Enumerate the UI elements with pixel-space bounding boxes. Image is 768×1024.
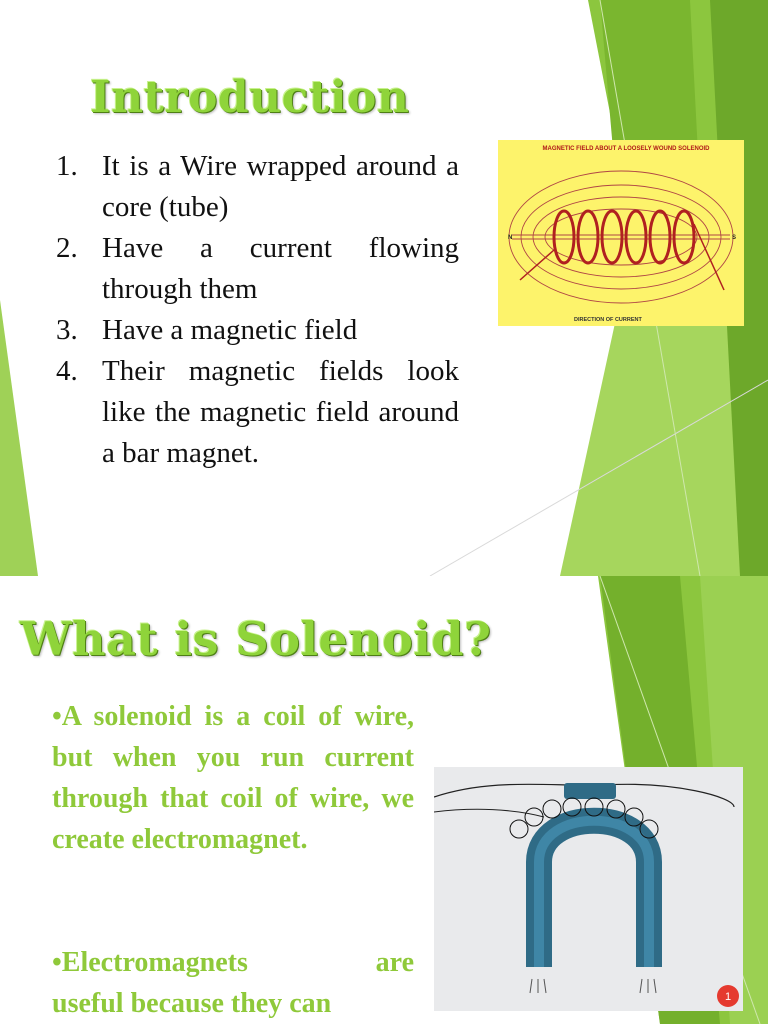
solenoid-field-diagram (498, 140, 744, 326)
horseshoe-magnet (539, 821, 649, 967)
list-number: 2. (56, 232, 78, 264)
electromagnet-photo (434, 767, 743, 1011)
paragraph-line: useful because they can (52, 988, 332, 1019)
list-text: Have a magnetic field (102, 314, 358, 346)
electromagnet-paragraph (52, 942, 414, 1024)
list-text: Their magnetic fields look like the magnetic field around a bar magnet. (102, 355, 459, 469)
solenoid-field-illustration (498, 140, 744, 326)
list-number: 3. (56, 314, 78, 346)
paragraph-text: are (375, 947, 414, 978)
paragraph-text: •Electromagnets (52, 947, 248, 978)
magnet-clamp (564, 783, 616, 799)
pole-label-right: S (732, 235, 737, 241)
list-item (56, 228, 459, 310)
list-item (56, 351, 459, 474)
solenoid-definition: •A solenoid is a coil of wire, but when you run current through that coil of wire, we create electromagnet. (52, 701, 414, 855)
horseshoe-electromagnet-illustration (434, 767, 743, 1011)
list-text: Have a current flowing through them (102, 232, 459, 305)
list-item (56, 146, 459, 228)
list-number: 4. (56, 355, 78, 387)
intro-list (56, 146, 459, 474)
list-number: 1. (56, 150, 78, 182)
list-text: It is a Wire wrapped around a core (tube) (102, 150, 459, 223)
diagram-caption-bottom: DIRECTION OF CURRENT (574, 317, 642, 323)
diagram-caption-top: MAGNETIC FIELD ABOUT A LOOSELY WOUND SOLENOID (542, 146, 710, 152)
slide-title: What is Solenoid? (20, 612, 492, 666)
list-item (56, 310, 459, 351)
pole-filings (530, 979, 656, 993)
left-green-shard (0, 300, 38, 576)
pole-label-left: N (508, 235, 513, 241)
paragraph-line (52, 942, 414, 983)
slide-title: Introduction (90, 72, 410, 123)
coil-loops (554, 211, 694, 263)
slide-number-badge-text: 1 (724, 991, 732, 1003)
slide-what-is-solenoid (0, 576, 768, 1024)
